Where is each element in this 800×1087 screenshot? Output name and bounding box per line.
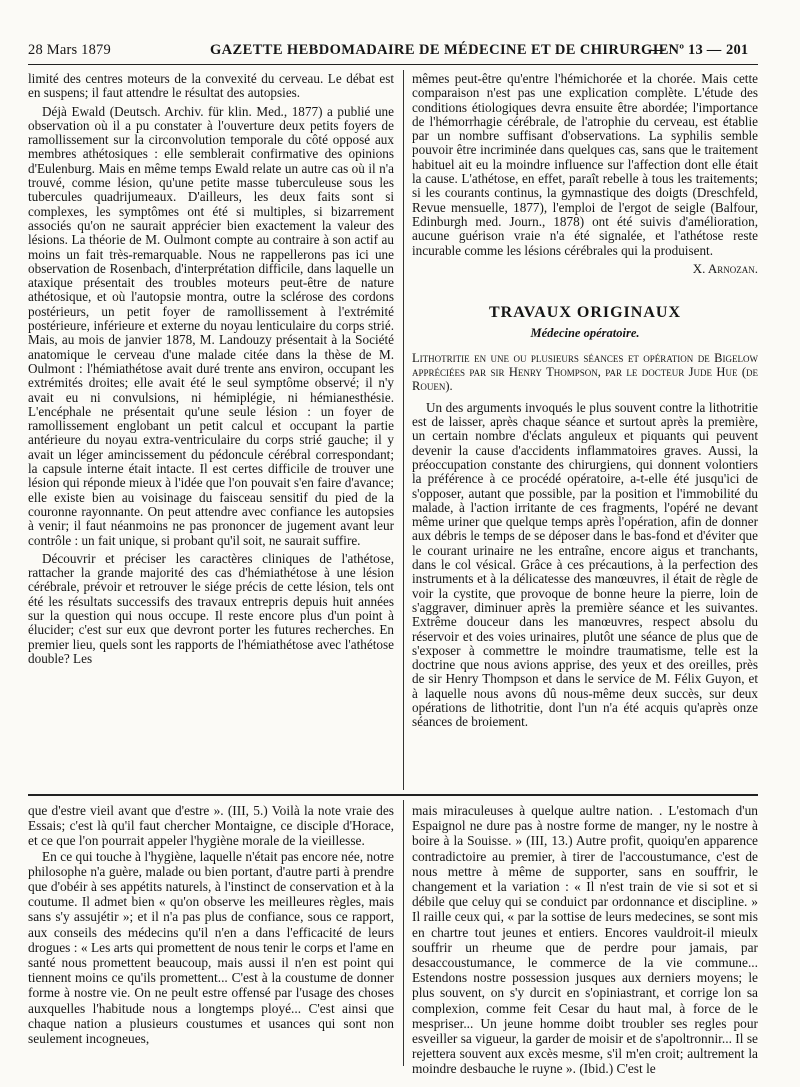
article-heading	[412, 351, 758, 393]
header-page-number: 201	[726, 42, 749, 58]
paragraph: Déjà Ewald (Deutsch. Archiv. für klin. Med., 1877) a publié une observation où il a pu constater à l'ouverture deux petits foyers de ramollissement sur la circonvolution temporale du côté opposé aux membres athétosiques : elle semblerait confirmative des opinions d'Eulenburg. Mais en même temps Ewald relate un autre cas où il n'a trouvé, comme lésion, qu'une petite masse tuberculeuse sous les tubercules quadrijumeaux. D'ailleurs, les deux faits sont si complexes, les symptômes ont été si multiples, si bizarrement associés qu'on ne saurait apprécier bien exactement la valeur des lésions. La théorie de M. Oulmont compte au contraire à son actif au moins un fait très-remarquable. Nous ne rappellerons pas ici une observation de Rosenbach, d'interprétation difficile, dans laquelle un ataxique présentait des troubles moteurs peut-être de nature athétosique, et où l'autopsie montra, outre la sclérose des cordons postérieurs, un petit foyer de ramollissement à l'extrémité postérieure, inférieure et externe du noyau lenticulaire du corps strié. Mais, au mois de janvier 1878, M. Landouzy présentait à la Société anatomique le cerveau d'une malade citée dans la thèse de M. Oulmont : l'hémiathétose avait duré trente ans environ, occupant les extrémités droites; elle avait été le seul symptôme observé; il n'y avait eu ni convulsions, ni hémiplégie, ni hémianesthésie. L'encéphale ne présentait qu'une seule lésion : un foyer de ramollissement englobant un petit calcul et occupant la partie antérieure du noyau extra-ventriculaire du corps strié gauche; il y avait un léger amincissement du pédoncule cérébral correspondant; la capsule interne était intacte. Il est certes difficile de trouver une lésion qui réponde mieux à l'idée que l'on pouvait s'en faire d'avance; elle existe bien au voisinage du faisceau sensitif du pied de la couronne rayonnante. On peut attendre avec confiance les autopsies à venir; il faut néanmoins ne pas prononcer de jugement avant leur contrôle : un fait unique, si probant qu'il soit, ne saurait suffire.	[28, 103, 394, 548]
paragraph: Un des arguments invoqués le plus souvent contre la lithotritie est de laisser, après chaque séance et surtout après la première, un certain nombre d'éclats anguleux et piquants qui peuvent devenir la cause d'accidents inflammatoires graves. Aussi, la préoccupation constante des chirurgiens, qui donnent volontiers la préférence à ce procédé opératoire, a-t-elle été jusqu'ici de s'opposer, autant que possible, par la position et l'immobilité du malade, à l'action irritante de ces fragments, l'opéré ne devant même uriner que quelque temps après l'opération, afin de donner aux débris le temps de se déposer dans le bas-fond et d'éviter que le courant urinaire ne les entraîne, encore aigus et tranchants, dans le col vésical. Grâce à ces précautions, à la perfection des instruments et à la délicatesse des manœuvres, il était de règle de voir la cystite, que provoque de bonne heure la pierre, loin de s'aggraver, diminuer après la première séance et les suivantes. Extrême douceur dans les manœuvres, respect absolu du réservoir et des voies urinaires, plutôt une séance de plus que de s'exposer à commettre le moindre traumatisme, telle est la doctrine que nous avions apprise, des yeux et des oreilles, près de sir Henry Thompson et dans le service de M. Félix Guyon, et à laquelle nous avons dû nous-même deux succès, sur deux opérations de lithotritie, dont l'un n'a été acquis qu'après onze séances de broiement.	[412, 399, 758, 730]
section-title: TRAVAUX ORIGINAUX	[489, 304, 681, 322]
bottom-left-column	[28, 803, 394, 1046]
page-header	[28, 40, 758, 62]
paragraph: En ce qui touche à l'hygiène, laquelle n'était pas encore née, notre philosophe n'a guère, malade ou bien portant, d'autre parti à prendre que d'obéir à ses appétits naturels, à l'instinct de conservation et à la coutume. Il admet bien « qu'on observe les meilleures règles, mais sans s'y assujétir »; et il n'a pas plus de confiance, sous ce rapport, aux conseils des médecins qu'il n'en a dans l'efficacité de leurs drogues : « Les arts qui promettent de nous tenir le corps et l'ame en santé nous promettent beaucoup, mais aussi il n'en est point qui tiennent moins ce qu'ils promettent... C'est à la coustume de donner forme à nostre vie. On ne peult estre offensé par l'usage des choses auxquelles l'habitude nous a longtemps ployé... C'est ainsi que chaque nation a plusieurs coustumes et usances qui sont non seulement incogneues,	[28, 848, 394, 1047]
article-heading-text: Lithotritie en une ou plusieurs séances et opération de Bigelow appréciées par sir Henry Thompson, par le docteur Jude Hue (de Rouen).	[412, 350, 758, 393]
section-subtitle: Médecine opératoire.	[530, 326, 640, 341]
bottom-column-divider	[403, 800, 404, 1066]
top-left-column	[28, 72, 394, 666]
paragraph: Découvrir et préciser les caractères cliniques de l'athétose, rattacher la grande majorité des cas d'hémiathétose à une lésion cérébrale, prévoir et retrouver le siége précis de cette lésion, tels ont été les résultats successifs des travaux entrepris depuis huit années sur la question qui nous occupe. Il reste encore plus d'un point à élucider; c'est sur eux que devront porter les futures recherches. En premier lieu, quels sont les rapports de l'hémiathétose avec l'athétose double? Les	[28, 550, 394, 666]
top-right-column	[412, 72, 758, 730]
header-date: 28 Mars 1879	[28, 42, 111, 58]
header-issue-number: — Nº 13 —	[650, 42, 722, 58]
paragraph: limité des centres moteurs de la convexité du cerveau. Le débat est en suspens; il faut attendre le résultat des autopsies.	[28, 71, 394, 101]
paragraph: que d'estre vieil avant que d'estre ». (III, 5.) Voilà la note vraie des Essais; c'est là qu'il faut chercher Montaigne, ce disciple d'Horace, et ce que l'on pourrait appeler l'hygiène morale de la vieillesse.	[28, 803, 394, 849]
paragraph: mêmes peut-être qu'entre l'hémichorée et la chorée. Mais cette comparaison n'est pas une explication complète. L'étude des conditions étiologiques devra ensuite être abordée; l'importance de l'hémorrhagie cérébrale, de l'atrophie du cerveau, est établie par un nombre suffisant d'observations. La syphilis semble pouvoir être incriminée dans quelques cas, sans que le traitement habituel ait eu la moindre influence sur l'affection dont elle était la cause. L'athétose, en effet, paraît rebelle à tous les traitements; si les courants continus, la gymnastique des doigts (Dreschfeld, Revue mensuelle, 1877), l'emploi de l'ergot de seigle (Balfour, Edinburgh med. Journ., 1878) ont été suivis d'amélioration, aucune guérison vraie n'a été signalée, et l'athétose reste incurable comme les lésions cérébrales qui la produisent.	[412, 71, 758, 258]
paragraph: mais miraculeuses à quelque aultre nation. . L'estomach d'un Espaignol ne dure pas à nostre forme de manger, ny le nostre à boire à la Souisse. » (III, 13.) Autre profit, quoiqu'en apparence contradictoire au premier, à tirer de l'accoustumance, c'est de nous mettre à même de supporter, sans en souffrir, le changement et la variation : « Il n'est train de vie si sot et si débile que celuy qui se conduict par ordonnance et discipline. » Il raille ceux qui, « par la sottise de leurs medecines, se sont mis en chartre tout jeunes et entiers. Encores vauldroit-il mieulx souffrir un rheume que de perdre pour jamais, par desaccoustumance, le commerce de la vie commune... Estendons nostre possession jusques aux derniers moyens; le plus souvent, on s'y durcit en s'opiniastrant, et corrige lon sa complexion, comme feit Cesar du haut mal, à force de le mespriser... Un jeune homme doibt troubler ses regles pour esveiller sa vigueur, la garder de moisir et de s'apoltronnir... Il se rejettera souvent aux excès mesme, s'il m'en croit; aultrement la moindre desbauche le ruyne ». (Ibid.) C'est le	[412, 803, 758, 1077]
bottom-right-column	[412, 803, 758, 1077]
header-rule	[28, 64, 758, 65]
section-separator	[28, 794, 758, 796]
author-signature: X. Arnozan.	[692, 260, 758, 276]
top-column-divider	[403, 70, 404, 790]
header-title: GAZETTE HEBDOMADAIRE DE MÉDECINE ET DE CHIRURGIE	[210, 42, 669, 58]
